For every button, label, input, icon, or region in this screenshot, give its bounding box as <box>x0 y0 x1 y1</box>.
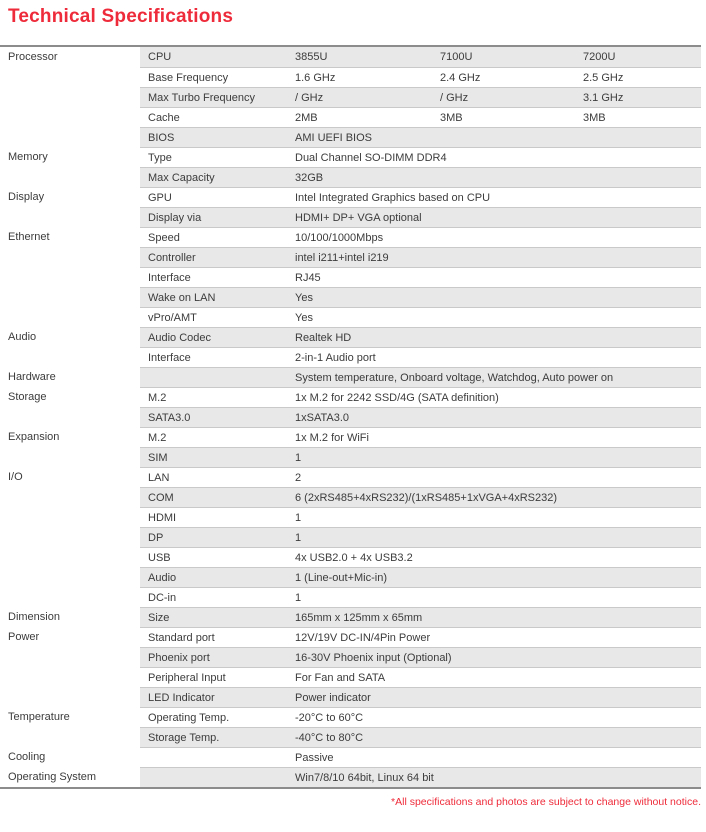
table-row <box>0 107 701 127</box>
spec-value: 2.4 GHz <box>440 71 481 84</box>
spec-label: Operating Temp. <box>148 711 230 724</box>
spec-row-cells <box>140 287 701 307</box>
spec-row-cells <box>140 387 701 407</box>
table-row <box>0 587 701 607</box>
category-label <box>0 507 140 527</box>
category-label: Storage <box>0 387 140 407</box>
category-label <box>0 567 140 587</box>
spec-label: DC-in <box>148 591 177 604</box>
table-row <box>0 247 701 267</box>
table-row <box>0 507 701 527</box>
spec-label: USB <box>148 551 171 564</box>
spec-row-cells <box>140 767 701 787</box>
spec-value: System temperature, Onboard voltage, Watchdog, Auto power on <box>295 371 614 384</box>
table-row <box>0 67 701 87</box>
table-row <box>0 327 701 347</box>
spec-value: 6 (2xRS485+4xRS232)/(1xRS485+1xVGA+4xRS232) <box>295 491 558 504</box>
spec-label: Base Frequency <box>148 71 229 84</box>
spec-value: 1 <box>295 451 302 464</box>
spec-value: / GHz <box>440 91 469 104</box>
table-row <box>0 167 701 187</box>
spec-label: SIM <box>148 451 168 464</box>
spec-value: AMI UEFI BIOS <box>295 131 373 144</box>
category-label <box>0 687 140 707</box>
spec-label: BIOS <box>148 131 175 144</box>
spec-row-cells <box>140 667 701 687</box>
category-label <box>0 727 140 747</box>
table-row <box>0 307 701 327</box>
spec-value: RJ45 <box>295 271 321 284</box>
spec-label: Size <box>148 611 170 624</box>
spec-label <box>140 768 287 787</box>
table-row <box>0 367 701 387</box>
spec-row-cells <box>140 227 701 247</box>
table-row <box>0 187 701 207</box>
table-row <box>0 127 701 147</box>
spec-row-cells <box>140 727 701 747</box>
category-label: Memory <box>0 147 140 167</box>
spec-value: 1.6 GHz <box>295 71 336 84</box>
spec-row-cells <box>140 487 701 507</box>
table-row <box>0 447 701 467</box>
category-label <box>0 247 140 267</box>
spec-row-cells <box>140 747 701 767</box>
spec-value: -20°C to 60°C <box>295 711 364 724</box>
spec-label: M.2 <box>148 391 167 404</box>
category-label <box>0 307 140 327</box>
table-row <box>0 767 701 787</box>
category-label <box>0 127 140 147</box>
table-row <box>0 267 701 287</box>
spec-row-cells <box>140 67 701 87</box>
spec-value: For Fan and SATA <box>295 671 386 684</box>
spec-value: Passive <box>295 751 334 764</box>
category-label: Hardware <box>0 367 140 387</box>
spec-label: Type <box>148 151 172 164</box>
spec-value: / GHz <box>295 91 324 104</box>
category-label <box>0 587 140 607</box>
table-row <box>0 747 701 767</box>
spec-label: COM <box>148 491 174 504</box>
table-row <box>0 547 701 567</box>
footnote: *All specifications and photos are subject to change without notice. <box>391 796 701 808</box>
spec-label: Interface <box>148 271 191 284</box>
table-row <box>0 427 701 447</box>
spec-value: 12V/19V DC-IN/4Pin Power <box>295 631 431 644</box>
category-label: Ethernet <box>0 227 140 247</box>
spec-label: Standard port <box>148 631 215 644</box>
category-label <box>0 347 140 367</box>
spec-value: 3MB <box>583 111 606 124</box>
spec-row-cells <box>140 507 701 527</box>
table-row <box>0 387 701 407</box>
spec-label: Max Turbo Frequency <box>148 91 255 104</box>
spec-label: SATA3.0 <box>148 411 191 424</box>
table-row <box>0 687 701 707</box>
spec-value: 165mm x 125mm x 65mm <box>295 611 423 624</box>
spec-label: Peripheral Input <box>148 671 226 684</box>
category-label: Processor <box>0 47 140 67</box>
table-row <box>0 627 701 647</box>
spec-row-cells <box>140 407 701 427</box>
spec-value: Yes <box>295 311 313 324</box>
spec-row-cells <box>140 567 701 587</box>
table-row <box>0 287 701 307</box>
spec-value: Dual Channel SO-DIMM DDR4 <box>295 151 447 164</box>
category-label <box>0 487 140 507</box>
spec-row-cells <box>140 247 701 267</box>
spec-label: Controller <box>148 251 196 264</box>
spec-label: Max Capacity <box>148 171 215 184</box>
spec-label: M.2 <box>148 431 167 444</box>
spec-value: -40°C to 80°C <box>295 731 364 744</box>
table-row <box>0 147 701 167</box>
spec-value: 4x USB2.0 + 4x USB3.2 <box>295 551 413 564</box>
spec-value: Realtek HD <box>295 331 352 344</box>
spec-row-cells <box>140 87 701 107</box>
spec-label: Speed <box>148 231 180 244</box>
spec-label: Storage Temp. <box>148 731 220 744</box>
spec-row-cells <box>140 607 701 627</box>
table-row <box>0 467 701 487</box>
spec-value: 1 <box>295 511 302 524</box>
spec-label <box>140 748 287 767</box>
category-label: Operating System <box>0 767 140 787</box>
spec-table <box>0 45 701 789</box>
table-row <box>0 647 701 667</box>
table-row <box>0 727 701 747</box>
spec-label: Interface <box>148 351 191 364</box>
spec-value: 2-in-1 Audio port <box>295 351 376 364</box>
spec-label: HDMI <box>148 511 177 524</box>
category-label <box>0 407 140 427</box>
category-label <box>0 667 140 687</box>
spec-value: 2.5 GHz <box>583 71 624 84</box>
spec-row-cells <box>140 547 701 567</box>
spec-row-cells <box>140 647 701 667</box>
spec-row-cells <box>140 187 701 207</box>
spec-value: 3.1 GHz <box>583 91 624 104</box>
spec-value: 1 (Line-out+Mic-in) <box>295 571 388 584</box>
spec-value: 2MB <box>295 111 318 124</box>
spec-row-cells <box>140 527 701 547</box>
spec-value: 7200U <box>583 51 616 63</box>
spec-value: 32GB <box>295 171 324 184</box>
spec-value: Intel Integrated Graphics based on CPU <box>295 191 491 204</box>
spec-value: Yes <box>295 291 313 304</box>
spec-value: 2 <box>295 471 302 484</box>
spec-value: 1 <box>295 531 302 544</box>
spec-label: Wake on LAN <box>148 291 216 304</box>
spec-row-cells <box>140 107 701 127</box>
spec-label: Audio Codec <box>148 331 211 344</box>
spec-row-cells <box>140 467 701 487</box>
category-label <box>0 447 140 467</box>
table-row <box>0 87 701 107</box>
spec-row-cells <box>140 267 701 287</box>
category-label: Expansion <box>0 427 140 447</box>
spec-row-cells <box>140 627 701 647</box>
category-label <box>0 167 140 187</box>
spec-row-cells <box>140 687 701 707</box>
category-label <box>0 67 140 87</box>
category-label: Dimension <box>0 607 140 627</box>
category-label <box>0 107 140 127</box>
page-title: Technical Specifications <box>8 6 234 27</box>
category-label <box>0 547 140 567</box>
spec-value: 1x M.2 for WiFi <box>295 431 369 444</box>
table-row <box>0 207 701 227</box>
spec-label <box>140 368 287 387</box>
spec-value: 1xSATA3.0 <box>295 411 350 424</box>
spec-value: Win7/8/10 64bit, Linux 64 bit <box>295 771 434 784</box>
category-label: I/O <box>0 467 140 487</box>
table-row <box>0 607 701 627</box>
spec-row-cells <box>140 47 701 67</box>
spec-value: 3855U <box>295 51 328 63</box>
spec-row-cells <box>140 207 701 227</box>
spec-label: LED Indicator <box>148 691 215 704</box>
table-row <box>0 567 701 587</box>
spec-value: 1 <box>295 591 302 604</box>
spec-row-cells <box>140 347 701 367</box>
category-label: Temperature <box>0 707 140 727</box>
spec-value: Power indicator <box>295 691 371 704</box>
spec-row-cells <box>140 167 701 187</box>
spec-row-cells <box>140 587 701 607</box>
table-row <box>0 407 701 427</box>
spec-value: 7100U <box>440 51 473 63</box>
table-row <box>0 347 701 367</box>
spec-label: LAN <box>148 471 170 484</box>
table-row <box>0 47 701 67</box>
spec-value: intel i211+intel i219 <box>295 251 389 264</box>
spec-value: 3MB <box>440 111 463 124</box>
spec-label: Audio <box>148 571 177 584</box>
spec-label: Phoenix port <box>148 651 210 664</box>
table-row <box>0 227 701 247</box>
spec-row-cells <box>140 447 701 467</box>
category-label: Cooling <box>0 747 140 767</box>
category-label <box>0 287 140 307</box>
spec-row-cells <box>140 327 701 347</box>
spec-row-cells <box>140 427 701 447</box>
category-label: Power <box>0 627 140 647</box>
spec-label: GPU <box>148 191 172 204</box>
table-row <box>0 527 701 547</box>
category-label: Audio <box>0 327 140 347</box>
table-row <box>0 707 701 727</box>
spec-label: Cache <box>148 111 180 124</box>
category-label <box>0 527 140 547</box>
spec-label: Display via <box>148 211 202 224</box>
category-label <box>0 647 140 667</box>
spec-row-cells <box>140 127 701 147</box>
spec-value: 1x M.2 for 2242 SSD/4G (SATA definition) <box>295 391 499 404</box>
table-row <box>0 487 701 507</box>
table-row <box>0 667 701 687</box>
category-label <box>0 207 140 227</box>
spec-row-cells <box>140 367 701 387</box>
spec-row-cells <box>140 307 701 327</box>
category-label: Display <box>0 187 140 207</box>
spec-row-cells <box>140 147 701 167</box>
spec-label: CPU <box>148 51 172 63</box>
spec-value: 10/100/1000Mbps <box>295 231 384 244</box>
category-label <box>0 267 140 287</box>
spec-label: vPro/AMT <box>148 311 197 324</box>
spec-value: HDMI+ DP+ VGA optional <box>295 211 422 224</box>
spec-value: 16-30V Phoenix input (Optional) <box>295 651 452 664</box>
spec-label: DP <box>148 531 164 544</box>
category-label <box>0 87 140 107</box>
spec-row-cells <box>140 707 701 727</box>
